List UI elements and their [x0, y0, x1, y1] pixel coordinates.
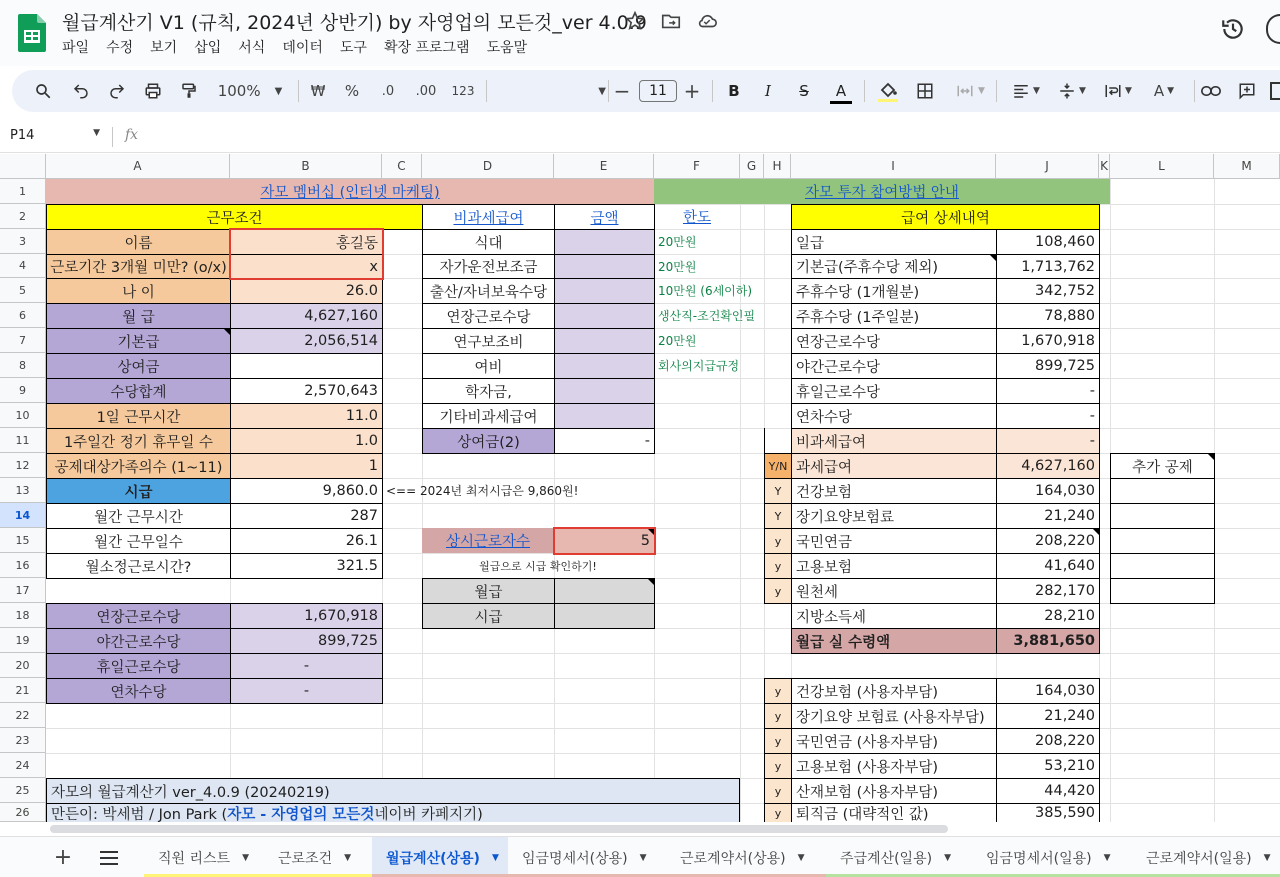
work-value[interactable]: 26.1	[230, 528, 383, 554]
pay-title[interactable]: 급여 상세내역	[791, 204, 1100, 230]
nontax-item[interactable]: 식대	[422, 229, 555, 255]
nontax-item[interactable]: 연구보조비	[422, 328, 555, 354]
wage-check-title[interactable]: 월급으로 시급 확인하기!	[479, 559, 597, 573]
ot-value[interactable]: -	[230, 653, 383, 679]
nontax-item[interactable]: 기타비과세급여	[422, 403, 555, 429]
toolbar	[12, 70, 1280, 112]
redo-icon[interactable]	[106, 80, 128, 102]
add-sheet-icon[interactable]: +	[53, 845, 73, 870]
row-header[interactable]: 17	[0, 578, 46, 603]
nontax-amount[interactable]: -	[554, 428, 655, 454]
work-value[interactable]: 1	[230, 453, 383, 479]
min-wage-note[interactable]: <== 2024년 최저시급은 9,860원!	[386, 484, 579, 498]
formula-input[interactable]	[150, 127, 1250, 147]
strikethrough-button[interactable]: S	[799, 82, 809, 100]
font-size-decrease-button[interactable]: −	[613, 79, 631, 103]
chevron-down-icon: ▼	[274, 85, 283, 97]
input-highlight-box	[553, 527, 656, 555]
work-value[interactable]: 2,056,514	[230, 328, 383, 354]
chevron-down-icon[interactable]: ▼	[944, 852, 951, 863]
nontax-amount[interactable]	[554, 229, 655, 255]
nontax-item[interactable]: 연장근로수당	[422, 303, 555, 329]
work-value[interactable]: 1.0	[230, 428, 383, 454]
deduction-toggle[interactable]: Y/N	[764, 453, 792, 479]
employer-toggle[interactable]: y	[764, 703, 792, 729]
scrollbar-thumb[interactable]	[50, 825, 948, 833]
employer-toggle[interactable]: y	[764, 728, 792, 754]
chevron-down-icon[interactable]: ▼	[344, 852, 352, 863]
work-label[interactable]: 나 이	[46, 278, 231, 304]
sheet-tab-label: 근로계약서(상용)	[680, 850, 786, 867]
cafe-link[interactable]: 자모 - 자영업의 모든것	[227, 806, 375, 822]
work-value[interactable]: 4,627,160	[230, 303, 383, 329]
nontax-item[interactable]: 상여금(2)	[422, 428, 555, 454]
comments-icon[interactable]	[1266, 14, 1280, 44]
work-label[interactable]: 시급	[46, 478, 231, 504]
search-icon[interactable]	[32, 80, 54, 102]
chevron-down-icon[interactable]: ▼	[1263, 852, 1271, 863]
deduction-toggle[interactable]: y	[764, 578, 792, 604]
row-header[interactable]: 8	[0, 353, 46, 378]
work-label[interactable]: 상여금	[46, 353, 231, 379]
employees-label[interactable]: 상시근로자수	[422, 528, 554, 553]
work-title[interactable]: 근무조건	[46, 204, 423, 230]
col-header[interactable]: M	[1214, 154, 1280, 179]
pay-label[interactable]: 휴일근로수당	[791, 378, 997, 404]
row-header[interactable]: 6	[0, 303, 46, 328]
author-suffix: 네이버 카페지기)	[374, 806, 483, 822]
nontax-amount[interactable]	[554, 303, 655, 329]
row-header[interactable]: 20	[0, 653, 46, 678]
nontax-limit[interactable]: 20만원	[658, 235, 697, 249]
work-value[interactable]: 26.0	[230, 278, 383, 304]
merge-cells-icon[interactable]: ▼	[950, 80, 990, 102]
col-header[interactable]: L	[1110, 154, 1214, 179]
chevron-down-icon: ▼	[93, 128, 100, 138]
employer-value[interactable]: 164,030	[996, 678, 1100, 704]
deduction-toggle[interactable]: Y	[764, 503, 792, 529]
pay-label[interactable]: 연장근로수당	[791, 328, 997, 354]
extra-deduction-cell[interactable]	[1110, 578, 1215, 604]
pay-value[interactable]: 28,210	[996, 603, 1100, 629]
nontax-item[interactable]: 출산/자녀보육수당	[422, 278, 555, 304]
cell-note-indicator	[990, 255, 996, 261]
pay-label[interactable]: 국민연금	[791, 528, 997, 554]
row-header[interactable]: 18	[0, 603, 46, 628]
fx-label: fx	[125, 127, 139, 143]
number-format-button[interactable]: 123	[451, 84, 475, 98]
employer-label[interactable]: 장기요양 보험료 (사용자부담)	[791, 703, 997, 729]
zoom-value: 100%	[217, 82, 261, 100]
col-header[interactable]: A	[46, 154, 230, 179]
employer-label[interactable]: 퇴직금 (대략적인 값)	[791, 803, 997, 822]
nontax-amount[interactable]	[554, 278, 655, 304]
work-label[interactable]: 월간 근무시간	[46, 503, 231, 529]
employer-value[interactable]: 21,240	[996, 703, 1100, 729]
pay-value[interactable]: 899,725	[996, 353, 1100, 379]
text-color-button[interactable]: A	[830, 80, 852, 104]
percent-button[interactable]: %	[344, 82, 360, 100]
row-header[interactable]: 15	[0, 528, 46, 553]
sheet-tab[interactable]	[972, 837, 1132, 877]
col-header[interactable]: C	[382, 154, 422, 179]
decrease-decimal-button[interactable]: .0	[381, 83, 395, 99]
employer-value[interactable]: 208,220	[996, 728, 1100, 754]
row-header[interactable]: 25	[0, 778, 46, 803]
nontax-item[interactable]: 자가운전보조금	[422, 254, 555, 279]
undo-icon[interactable]	[70, 80, 92, 102]
row-header[interactable]: 16	[0, 553, 46, 578]
wage-check-value[interactable]	[554, 578, 655, 604]
nontax-limit[interactable]: 20만원	[658, 334, 697, 348]
employer-toggle[interactable]: y	[764, 778, 792, 804]
sheet-tab-label: 월급계산(상용)	[386, 850, 480, 867]
chevron-down-icon[interactable]: ▼	[242, 852, 249, 863]
extra-deduction-cell[interactable]	[1110, 503, 1215, 529]
pay-value[interactable]: 41,640	[996, 553, 1100, 579]
nontax-limit[interactable]: 10만원 (6세이하)	[658, 284, 753, 298]
nontax-amount[interactable]	[554, 403, 655, 429]
cell-note-indicator	[1208, 454, 1214, 460]
horizontal-align-icon[interactable]: ▼	[1006, 80, 1046, 102]
membership-link[interactable]: 자모 멤버십 (인터넷 마케팅)	[46, 179, 654, 204]
col-header[interactable]: K	[1099, 154, 1110, 179]
row-header[interactable]: 5	[0, 278, 46, 303]
sheet-tab-label: 직원 리스트	[158, 850, 231, 867]
menu-tools[interactable]: 도구	[339, 40, 367, 56]
pay-value[interactable]: 342,752	[996, 278, 1100, 304]
pay-value[interactable]: 78,880	[996, 303, 1100, 329]
work-value[interactable]: 홍길동	[230, 229, 383, 255]
pay-value[interactable]: 3,881,650	[996, 628, 1100, 654]
col-header[interactable]: H	[764, 154, 791, 179]
row-header[interactable]: 26	[0, 803, 46, 822]
employer-label[interactable]: 고용보험 (사용자부담)	[791, 753, 997, 779]
col-header[interactable]: I	[791, 154, 996, 179]
row-header[interactable]: 22	[0, 703, 46, 728]
document-title[interactable]: 월급계산기 V1 (규칙, 2024년 상반기) by 자영업의 모든것_ver 4.0.9	[62, 12, 647, 34]
h-spacer[interactable]	[764, 428, 791, 453]
work-label[interactable]: 월 급	[46, 303, 231, 329]
ot-label[interactable]: 휴일근로수당	[46, 653, 231, 679]
row-header[interactable]: 9	[0, 378, 46, 403]
sheet-tab[interactable]	[826, 837, 972, 877]
extra-deduction-cell[interactable]	[1110, 478, 1215, 504]
paint-format-icon[interactable]	[178, 80, 200, 102]
employer-value[interactable]: 44,420	[996, 778, 1100, 804]
cloud-saved-icon[interactable]	[696, 10, 718, 32]
pay-label[interactable]: 장기요양보험료	[791, 503, 997, 529]
vertical-align-icon[interactable]: ▼	[1052, 80, 1092, 102]
invest-link[interactable]: 자모 투자 참여방법 안내	[654, 179, 1110, 204]
row-header[interactable]: 21	[0, 678, 46, 703]
pay-value[interactable]: 282,170	[996, 578, 1100, 604]
nontax-header[interactable]: 비과세급여	[422, 204, 555, 230]
col-header[interactable]: F	[654, 154, 740, 179]
row-header[interactable]: 10	[0, 403, 46, 428]
nontax-limit[interactable]: 생산직-조건확인필	[658, 309, 756, 323]
menu-view[interactable]: 보기	[150, 40, 178, 56]
ot-label[interactable]: 연차수당	[46, 678, 231, 704]
employer-label[interactable]: 건강보험 (사용자부담)	[791, 678, 997, 704]
row-header[interactable]: 7	[0, 328, 46, 353]
cell-note-indicator	[1093, 529, 1099, 535]
pay-value[interactable]: 108,460	[996, 229, 1100, 255]
chevron-down-icon[interactable]: ▼	[1103, 852, 1111, 863]
text-rotation-icon[interactable]: A ▼	[1153, 82, 1175, 100]
formula-bar	[0, 121, 1280, 153]
chevron-down-icon[interactable]: ▼	[797, 852, 805, 863]
all-sheets-menu-icon[interactable]	[98, 837, 120, 877]
row-header[interactable]: 19	[0, 628, 46, 653]
author-prefix: 만든이: 박세범 / Jon Park (	[51, 806, 228, 822]
borders-icon[interactable]	[914, 80, 936, 102]
pay-label[interactable]: 주휴수당 (1주일분)	[791, 303, 997, 329]
work-value[interactable]: 321.5	[230, 553, 383, 579]
pay-value[interactable]: 208,220	[996, 528, 1100, 554]
employer-value[interactable]: 385,590	[996, 803, 1100, 822]
employer-label[interactable]: 국민연금 (사용자부담)	[791, 728, 997, 754]
bold-button[interactable]: B	[728, 82, 740, 100]
version-text[interactable]: 자모의 월급계산기 ver_4.0.9 (20240219)	[46, 778, 740, 804]
pay-label[interactable]: 월급 실 수령액	[791, 628, 997, 654]
sheet-tab[interactable]	[508, 837, 666, 877]
insert-comment-icon[interactable]	[1236, 80, 1258, 102]
employer-toggle[interactable]: y	[764, 803, 792, 822]
pay-value[interactable]: 1,670,918	[996, 328, 1100, 354]
work-value[interactable]: 2,570,643	[230, 378, 383, 404]
pay-value[interactable]: -	[996, 378, 1100, 404]
pay-label[interactable]: 고용보험	[791, 553, 997, 579]
star-icon[interactable]	[624, 10, 646, 32]
sheet-tab[interactable]	[264, 837, 372, 877]
work-label[interactable]: 수당합계	[46, 378, 231, 404]
col-header[interactable]: B	[230, 154, 382, 179]
pay-label[interactable]: 야간근로수당	[791, 353, 997, 379]
pay-value[interactable]: 1,713,762	[996, 254, 1100, 279]
font-size-increase-button[interactable]: +	[683, 79, 701, 103]
menu-format[interactable]: 서식	[238, 40, 266, 56]
horizontal-scrollbar[interactable]	[46, 822, 1280, 836]
pay-label[interactable]: 일급	[791, 229, 997, 255]
sheet-tab-label: 임금명세서(상용)	[522, 850, 628, 867]
input-highlight-box	[229, 228, 384, 280]
extra-deduction-cell[interactable]	[1110, 553, 1215, 579]
col-header[interactable]: J	[996, 154, 1099, 179]
menu-extensions[interactable]: 확장 프로그램	[383, 40, 470, 56]
row-header[interactable]: 3	[0, 229, 46, 254]
menu-insert[interactable]: 삽입	[194, 40, 222, 56]
wage-check-label[interactable]: 월급	[422, 578, 555, 604]
work-label[interactable]: 월간 근무일수	[46, 528, 231, 554]
wage-check-label[interactable]: 시급	[422, 603, 555, 629]
pay-value[interactable]: -	[996, 428, 1100, 454]
nontax-amount[interactable]	[554, 353, 655, 379]
insert-link-icon[interactable]	[1200, 80, 1222, 102]
pay-label[interactable]: 주휴수당 (1개월분)	[791, 278, 997, 304]
zoom-select[interactable]	[214, 80, 286, 102]
pay-label[interactable]: 비과세급여	[791, 428, 997, 454]
menu-file[interactable]: 파일	[62, 40, 90, 56]
ot-value[interactable]: 1,670,918	[230, 603, 383, 629]
col-header[interactable]: E	[554, 154, 654, 179]
ot-label[interactable]: 연장근로수당	[46, 603, 231, 629]
menu-data[interactable]: 데이터	[282, 40, 323, 56]
nontax-amount[interactable]	[554, 328, 655, 354]
author-text[interactable]	[46, 803, 740, 822]
row-header[interactable]: 11	[0, 428, 46, 453]
pay-value[interactable]: 21,240	[996, 503, 1100, 529]
work-value[interactable]	[230, 353, 383, 379]
chevron-down-icon: ▼	[598, 85, 606, 97]
italic-button[interactable]: I	[765, 82, 771, 100]
work-label[interactable]: 공제대상가족의수 (1~11)	[46, 453, 231, 479]
menu-bar	[62, 37, 544, 57]
name-box-value: P14	[10, 128, 35, 143]
sheet-tab-label: 임금명세서(일용)	[986, 850, 1092, 867]
select-all-corner[interactable]	[0, 154, 46, 179]
work-label[interactable]: 1일 근무시간	[46, 403, 231, 429]
wage-check-value[interactable]	[554, 603, 655, 629]
col-header[interactable]: D	[422, 154, 554, 179]
work-value[interactable]: 287	[230, 503, 383, 529]
pay-label[interactable]: 과세급여	[791, 453, 997, 479]
version-history-icon[interactable]	[1220, 16, 1246, 42]
sheet-tab[interactable]	[1132, 837, 1280, 877]
nontax-limit[interactable]: 회사의지급규정	[658, 359, 740, 373]
nontax-limit[interactable]: 20만원	[658, 259, 697, 274]
nontax-item[interactable]: 여비	[422, 353, 555, 379]
pay-label[interactable]: 연차수당	[791, 403, 997, 429]
extra-deduction-cell[interactable]	[1110, 528, 1215, 554]
pay-value[interactable]: 4,627,160	[996, 453, 1100, 479]
sheets-logo-icon[interactable]	[18, 14, 46, 52]
pay-value[interactable]: -	[996, 403, 1100, 429]
employer-toggle[interactable]: y	[764, 753, 792, 779]
nontax-amount[interactable]	[554, 254, 655, 279]
row-header[interactable]: 1	[0, 179, 46, 204]
nontax-item[interactable]: 학자금,	[422, 378, 555, 404]
sheet-tab[interactable]	[372, 837, 508, 877]
chevron-down-icon[interactable]: ▼	[491, 852, 499, 863]
sheet-tab[interactable]	[666, 837, 826, 877]
employer-toggle[interactable]: y	[764, 678, 792, 704]
menu-help[interactable]: 도움말	[486, 40, 528, 56]
cell-note-indicator	[648, 529, 654, 535]
sheet-tab-label: 주급계산(일용)	[840, 850, 933, 867]
row-header[interactable]: 23	[0, 728, 46, 753]
pay-label[interactable]: 기본급(주휴수당 제외)	[791, 254, 997, 279]
fill-color-icon[interactable]	[876, 80, 900, 102]
sheet-tab-label: 근로조건	[278, 850, 333, 867]
work-value[interactable]: 9,860.0	[230, 478, 383, 504]
font-size-input[interactable]: 11	[639, 80, 677, 102]
nontax-amount[interactable]	[554, 378, 655, 404]
currency-button[interactable]: ₩	[310, 82, 326, 100]
sheet-tab-label: 근로계약서(일용)	[1146, 850, 1252, 867]
insert-chart-icon[interactable]	[1270, 80, 1280, 102]
work-label[interactable]: 월소정근로시간?	[46, 553, 231, 579]
pay-label[interactable]: 원천세	[791, 578, 997, 604]
nontax-amount-header[interactable]: 금액	[554, 204, 655, 230]
chevron-down-icon[interactable]: ▼	[639, 852, 647, 863]
pay-label[interactable]: 지방소득세	[791, 603, 997, 629]
deduction-toggle[interactable]: y	[764, 528, 792, 554]
text-wrap-icon[interactable]: ▼	[1098, 80, 1138, 102]
employees-value[interactable]: 5	[554, 528, 654, 553]
employer-label[interactable]: 산재보험 (사용자부담)	[791, 778, 997, 804]
ot-value[interactable]: -	[230, 678, 383, 704]
work-label[interactable]: 이름	[46, 229, 231, 255]
col-header[interactable]: G	[740, 154, 764, 179]
print-icon[interactable]	[142, 80, 164, 102]
extra-deduction-title[interactable]: 추가 공제	[1110, 453, 1215, 479]
work-label[interactable]: 기본급	[46, 328, 231, 354]
font-family-select[interactable]	[496, 80, 606, 102]
nontax-limit-header[interactable]: 한도	[682, 210, 711, 226]
ot-label[interactable]: 야간근로수당	[46, 628, 231, 654]
work-value[interactable]: x	[230, 254, 383, 279]
deduction-toggle[interactable]: Y	[764, 478, 792, 504]
move-folder-icon[interactable]	[660, 10, 682, 32]
work-value[interactable]: 11.0	[230, 403, 383, 429]
pay-value[interactable]: 164,030	[996, 478, 1100, 504]
increase-decimal-button[interactable]: .00	[415, 83, 437, 99]
sheet-tabs-bar	[0, 836, 1280, 877]
cell-note-indicator	[224, 329, 230, 335]
sheet-tab[interactable]	[144, 837, 264, 877]
work-label[interactable]: 근로기간 3개월 미만? (o/x)	[46, 254, 231, 279]
row-header[interactable]: 24	[0, 753, 46, 778]
row-header[interactable]: 4	[0, 254, 46, 278]
row-header[interactable]: 2	[0, 204, 46, 229]
title-bar	[0, 0, 1280, 66]
row-header[interactable]: 14	[0, 503, 46, 528]
employer-value[interactable]: 53,210	[996, 753, 1100, 779]
spreadsheet-grid[interactable]	[0, 154, 1280, 822]
row-header[interactable]: 13	[0, 478, 46, 503]
menu-edit[interactable]: 수정	[106, 40, 134, 56]
deduction-toggle[interactable]: y	[764, 553, 792, 579]
name-box[interactable]	[10, 128, 100, 143]
pay-label[interactable]: 건강보험	[791, 478, 997, 504]
row-header[interactable]: 12	[0, 453, 46, 478]
cell-note-indicator	[648, 579, 654, 585]
work-label[interactable]: 1주일간 정기 휴무일 수	[46, 428, 231, 454]
ot-value[interactable]: 899,725	[230, 628, 383, 654]
